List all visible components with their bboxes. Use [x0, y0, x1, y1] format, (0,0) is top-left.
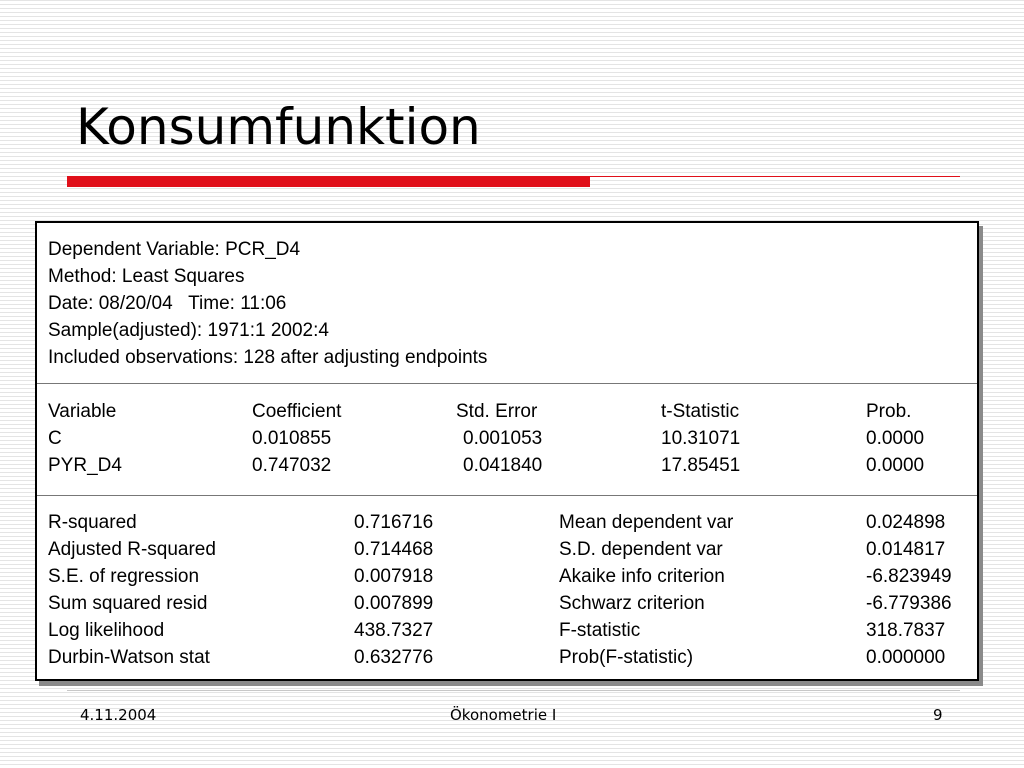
slide-number: 9 — [933, 706, 943, 724]
title-underline-accent — [67, 176, 590, 187]
variable-cell: PYR_D4 — [48, 455, 122, 476]
stat-label: S.E. of regression — [48, 566, 200, 587]
footer-title: Ökonometrie I — [450, 706, 557, 724]
stat-label: Durbin-Watson stat — [48, 647, 210, 668]
stat-label: Sum squared resid — [48, 593, 208, 614]
stat-label: S.D. dependent var — [559, 539, 723, 560]
stat-label: R-squared — [48, 512, 137, 533]
t-statistic-cell: 17.85451 — [661, 455, 741, 476]
title-underline-rule — [590, 176, 960, 177]
stat-value: 0.024898 — [866, 512, 946, 533]
column-header-std-error: Std. Error — [456, 401, 538, 422]
coefficients-section — [37, 383, 977, 496]
stat-label: Prob(F-statistic) — [559, 647, 694, 668]
statistics-section — [37, 495, 977, 681]
stat-value: 0.632776 — [354, 647, 434, 668]
stat-value: 0.000000 — [866, 647, 946, 668]
date-time-line: Date: 08/20/04 Time: 11:06 — [48, 293, 287, 314]
observations-line: Included observations: 128 after adjusting endpoints — [48, 347, 488, 368]
t-statistic-cell: 10.31071 — [661, 428, 741, 449]
coefficient-cell: 0.747032 — [252, 455, 332, 476]
stat-value: -6.823949 — [866, 566, 952, 587]
stat-label: Log likelihood — [48, 620, 165, 641]
std-error-cell: 0.041840 — [463, 455, 543, 476]
stat-label: Adjusted R-squared — [48, 539, 216, 560]
footer-date: 4.11.2004 — [80, 706, 157, 724]
column-header-coefficient: Coefficient — [252, 401, 342, 422]
prob-cell: 0.0000 — [866, 455, 925, 476]
estimation-header — [37, 223, 977, 384]
column-header-variable: Variable — [48, 401, 117, 422]
stat-value: 0.007918 — [354, 566, 434, 587]
stat-value: 0.007899 — [354, 593, 434, 614]
stat-value: -6.779386 — [866, 593, 952, 614]
stat-value: 0.714468 — [354, 539, 434, 560]
stat-label: Akaike info criterion — [559, 566, 725, 587]
stat-label: Schwarz criterion — [559, 593, 705, 614]
stat-value: 0.014817 — [866, 539, 946, 560]
slide-title: Konsumfunktion — [76, 98, 481, 156]
stat-value: 438.7327 — [354, 620, 434, 641]
variable-cell: C — [48, 428, 62, 449]
column-header-prob: Prob. — [866, 401, 912, 422]
dependent-variable-line: Dependent Variable: PCR_D4 — [48, 239, 301, 260]
method-line: Method: Least Squares — [48, 266, 245, 287]
stat-label: Mean dependent var — [559, 512, 734, 533]
coefficient-cell: 0.010855 — [252, 428, 332, 449]
footer-divider — [67, 690, 960, 691]
column-header-t-statistic: t-Statistic — [661, 401, 740, 422]
stat-value: 318.7837 — [866, 620, 946, 641]
stat-value: 0.716716 — [354, 512, 434, 533]
sample-line: Sample(adjusted): 1971:1 2002:4 — [48, 320, 329, 341]
prob-cell: 0.0000 — [866, 428, 925, 449]
stat-label: F-statistic — [559, 620, 641, 641]
std-error-cell: 0.001053 — [463, 428, 543, 449]
regression-output-table — [35, 221, 979, 681]
